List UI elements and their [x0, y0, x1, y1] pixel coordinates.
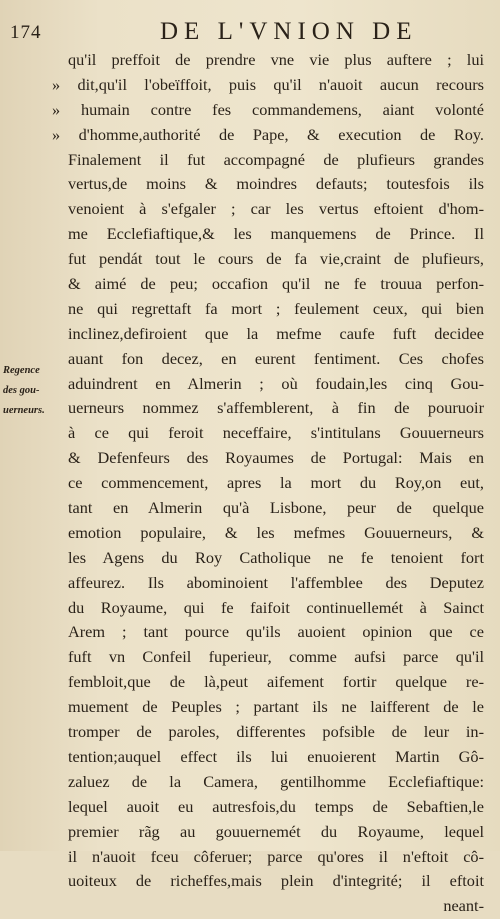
text-line: tention;auquel effect ils lui enuoierent Martin Gô- [68, 746, 484, 766]
text-line: aduindrent en Almerin ; où foudain,les cinq Gou- [68, 373, 484, 393]
text-line: Arem ; tant pource qu'ils auoient opinion que ce [68, 622, 484, 642]
text-line: les Agens du Roy Catholique ne fe tenoient fort [68, 547, 484, 567]
text-line: affeurez. Ils abominoient l'affemblee des Deputez [68, 572, 484, 592]
text-line: du Royaume, qui fe faifoit continuellemét à Sainct [68, 597, 484, 617]
page-number: 174 [10, 22, 42, 43]
text-line: tant en Almerin qu'à Lisbone, peur de quelque [68, 498, 484, 518]
text-line: muement de Peuples ; partant ils ne laifferent de le [68, 697, 484, 717]
text-line: » d'homme,authorité de Pape, & execution de Roy. [52, 124, 484, 144]
text-line: » humain contre fes commandemens, aiant volonté [52, 99, 484, 119]
text-line: uerneurs nommez s'affemblerent, à fin de pouruoir [68, 398, 484, 418]
text-line: à ce qui feroit neceffaire, s'intitulans Gouuerneurs [68, 423, 484, 443]
text-line: Finalement il fut accompagné de plufieurs grandes [68, 149, 484, 169]
body-text [52, 48, 484, 919]
text-line: ne qui regrettaft fa mort ; feulement ceux, qui bien [68, 298, 484, 318]
text-line: premier rãg au gouuernemét du Royaume, lequel [68, 821, 484, 841]
text-line: » dit,qu'il l'obeïffoit, puis qu'il n'auoit aucun recours [52, 74, 484, 94]
text-line: tromper de paroles, differentes pofsible de leur in- [68, 722, 484, 742]
margin-note-line: uerneurs. [3, 405, 45, 416]
text-line: inclinez,defiroient que la mefme caufe fuft decidee [68, 323, 484, 343]
text-line: qu'il preffoit de prendre vne vie plus auftere ; lui [68, 50, 484, 69]
text-line: & Defenfeurs des Royaumes de Portugal: Mais en [68, 448, 484, 468]
text-line: uoiteux de richeffes,mais plein d'integrité; il eftoit [68, 871, 484, 891]
text-line: fut pendát tout le cours de fa vie,craint de plufieurs, [68, 249, 484, 269]
text-line: zaluez de la Camera, gentilhomme Ecclefiaftique: [68, 771, 484, 791]
text-line: fuft vn Confeil fuperieur, comme aufsi parce qu'il [68, 647, 484, 667]
text-line: me Ecclefiaftique,& les manquemens de Prince. Il [68, 224, 484, 244]
text-line: ce commencement, apres la mort du Roy,on eut, [68, 473, 484, 493]
text-line: emotion populaire, & les mefmes Gouuerneurs, & [68, 522, 484, 542]
text-line: & aimé de peu; occafion qu'il ne fe trouua perfon- [68, 274, 484, 294]
margin-note [3, 361, 67, 421]
text-line: auant fon decez, en eurent fentiment. Ces chofes [68, 348, 484, 368]
text-line: venoient à s'efgaler ; car les vertus eftoient d'hom- [68, 199, 484, 219]
text-line: il n'auoit fceu côferuer; parce qu'ores il n'eftoit cô- [68, 846, 484, 866]
margin-note-line: des gou- [3, 385, 40, 396]
page-header [0, 18, 500, 50]
catchword: neant- [443, 896, 484, 916]
text-line: fembloit,que de là,peut aifement fortir quelque re- [68, 672, 484, 692]
text-line: vertus,de moins & moindres defauts; toutesfois ils [68, 174, 484, 194]
running-title: DE L'VNION DE [160, 18, 418, 45]
margin-note-line: Regence [3, 365, 40, 376]
text-line: lequel auoit eu autresfois,du temps de Sebaftien,le [68, 796, 484, 816]
